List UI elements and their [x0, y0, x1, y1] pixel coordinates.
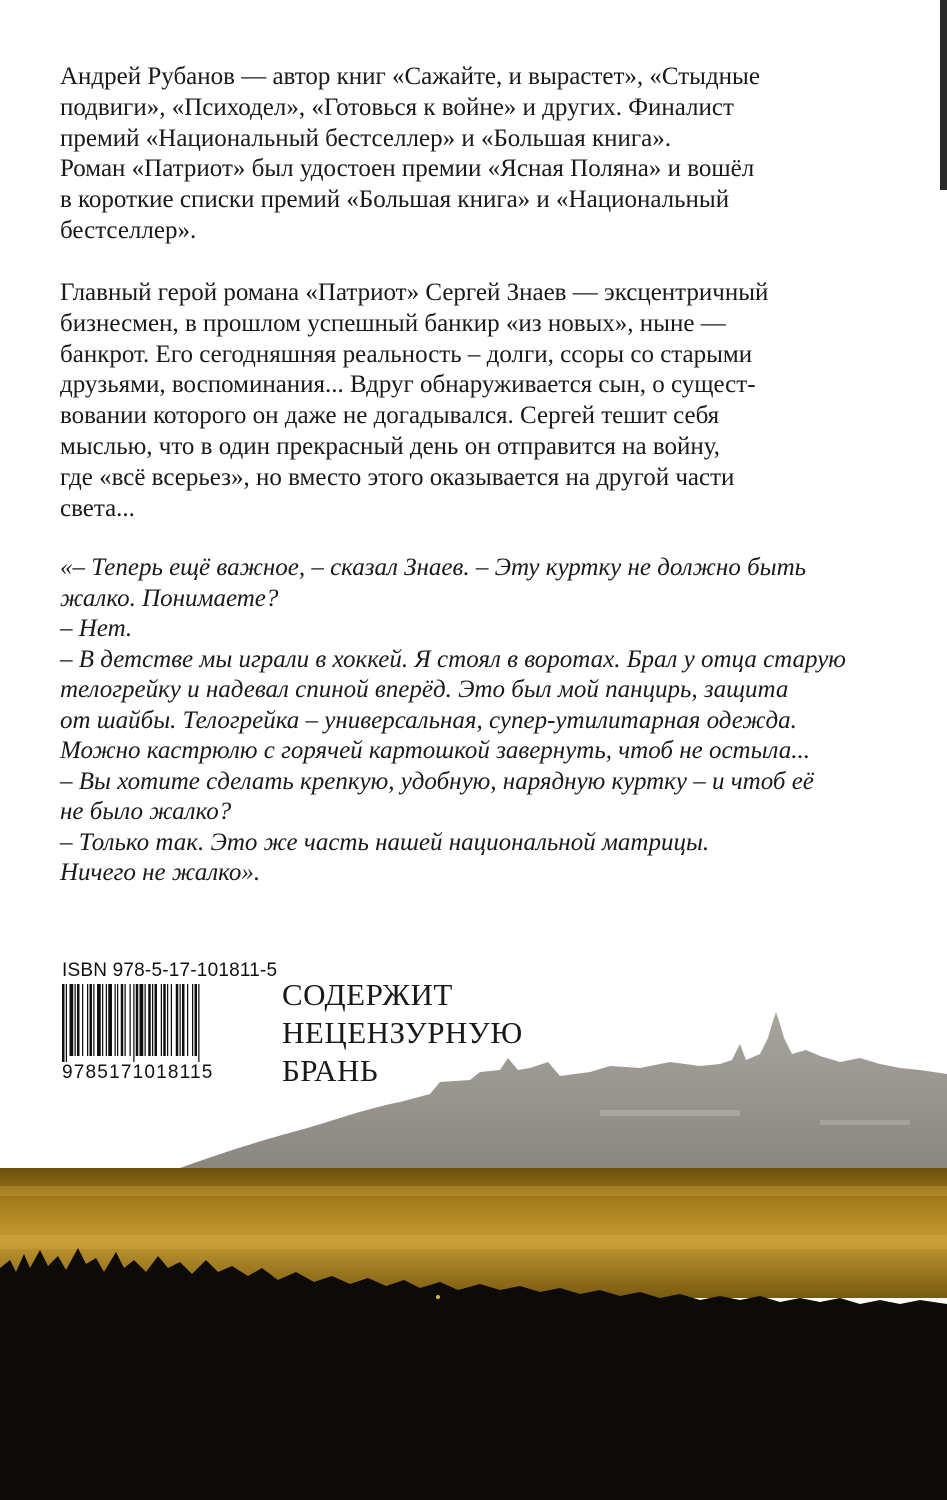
barcode-bar — [155, 984, 158, 1056]
barcode-bar — [133, 984, 134, 1062]
excerpt-line: – В детстве мы играли в хоккей. Я стоял в воротах. Брал у отца старую — [60, 645, 846, 673]
excerpt-line: не было жалко? — [60, 798, 232, 825]
warning-line: СОДЕРЖИТ — [282, 977, 453, 1012]
barcode-bar — [125, 984, 126, 1056]
synopsis-line: бизнесмен, в прошлом успешный банкир «из новых», ныне — — [60, 309, 726, 337]
barcode-bar — [87, 984, 88, 1056]
synopsis-line: банкрот. Его сегодняшняя реальность – долги, ссоры со старыми — [60, 340, 753, 368]
barcode-bar — [93, 984, 94, 1056]
synopsis-line: Главный герой романа «Патриот» Сергей Знаев — эксцентричный — [60, 279, 769, 306]
excerpt-line: Ничего не жалко». — [60, 859, 261, 886]
about-author-line: в короткие списки премий «Большая книга» и «Национальный — [60, 186, 730, 214]
excerpt-line: – Нет. — [60, 615, 133, 642]
barcode-bar — [97, 984, 101, 1056]
warning-line: НЕЦЕНЗУРНУЮ — [282, 1015, 523, 1050]
barcode-bar — [180, 984, 181, 1056]
about-author-line: премий «Национальный бестселлер» и «Большая книга». — [60, 124, 671, 152]
barcode-bar — [145, 984, 146, 1056]
about-author-line: Андрей Рубанов — автор книг «Сажайте, и вырастет», «Стыдные — [60, 63, 760, 90]
barcode-bar — [62, 984, 65, 1062]
barcode-bar — [102, 984, 103, 1056]
excerpt-line: Можно кастрюлю с горячей картошкой завернуть, чтоб не остыла... — [60, 737, 810, 764]
barcode-bar — [117, 984, 118, 1056]
barcode-bar — [66, 984, 67, 1062]
about-author-paragraph — [60, 62, 880, 247]
barcode-bar — [106, 984, 107, 1056]
about-author-line: подвиги», «Психодел», «Готовься к войне» и других. Финалист — [60, 93, 734, 121]
barcode-bar — [136, 984, 139, 1056]
barcode-bar — [182, 984, 185, 1056]
excerpt-line: телогрейку и надевал спиной вперёд. Это был мой панцирь, защита — [60, 676, 789, 703]
barcode-bar — [140, 984, 144, 1056]
synopsis-line: света... — [60, 494, 135, 522]
barcode-bar — [187, 984, 188, 1056]
about-author-line: Роман «Патриот» был удостоен премии «Ясная Поляна» и вошёл — [60, 155, 755, 183]
barcode-bar — [161, 984, 162, 1056]
isbn-label: ISBN 978-5-17-101811-5 — [62, 960, 278, 981]
barcode-bar — [148, 984, 151, 1056]
skyline-reflection — [820, 1120, 910, 1125]
barcode-bar — [121, 984, 124, 1056]
barcode-digits: 9785171018115 — [62, 1062, 214, 1083]
cover-edge-strip — [940, 0, 947, 190]
synopsis-line: где «всё всерьез», но вместо этого оказывается на другой части — [60, 463, 735, 491]
warning-line: БРАНЬ — [282, 1053, 379, 1088]
field-haze — [0, 1186, 947, 1196]
distant-light — [436, 1295, 440, 1299]
barcode-bar — [163, 984, 166, 1056]
barcode-bar — [82, 984, 83, 1056]
barcode-bar — [70, 984, 74, 1056]
barcode-bar — [90, 984, 93, 1056]
barcode-bar — [75, 984, 76, 1056]
field-haze — [0, 1235, 947, 1249]
barcode-bar — [152, 984, 153, 1056]
barcode-bar — [77, 984, 80, 1056]
profanity-warning — [282, 976, 523, 1090]
synopsis-line: мыслью, что в один прекрасный день он отправится на войну, — [60, 432, 721, 460]
barcode-bar — [198, 984, 199, 1062]
barcode-bar — [115, 984, 116, 1056]
excerpt-line: «– Теперь ещё важное, – сказал Знаев. – Эту куртку не должно быть — [60, 554, 807, 581]
barcode-bar — [171, 984, 172, 1056]
excerpt-line: – Вы хотите сделать крепкую, удобную, нарядную куртку – и чтоб её — [60, 767, 814, 795]
book-excerpt-quote — [60, 553, 880, 889]
isbn-barcode — [60, 984, 250, 1062]
synopsis-line: друзьями, воспоминания... Вдруг обнаруживается сын, о сущест- — [60, 371, 756, 399]
synopsis-paragraph — [60, 278, 880, 524]
excerpt-line: от шайбы. Телогрейка – универсальная, супер-утилитарная одежда. — [60, 706, 797, 734]
barcode-bar — [176, 984, 179, 1056]
barcode-bar — [108, 984, 112, 1056]
excerpt-line: – Только так. Это же часть нашей национальной матрицы. — [60, 828, 710, 856]
barcode-bar — [130, 984, 131, 1056]
barcode-bar — [192, 984, 193, 1056]
barcode-bar — [167, 984, 168, 1056]
synopsis-line: вовании которого он даже не догадывался. Сергей тешит себя — [60, 402, 720, 430]
skyline-reflection — [600, 1110, 740, 1116]
excerpt-line: жалко. Понимаете? — [60, 584, 279, 612]
barcode-bar — [195, 984, 198, 1056]
about-author-line: бестселлер». — [60, 216, 197, 244]
